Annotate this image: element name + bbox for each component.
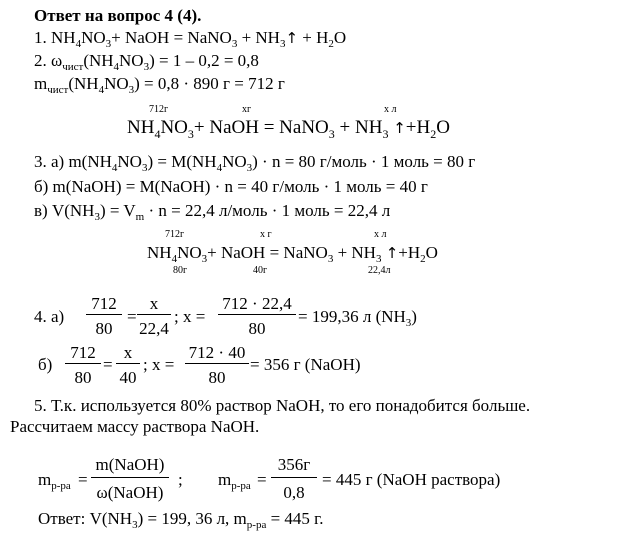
step-4b-num-2: х <box>123 343 133 362</box>
formula-numerator: m(NaOH) <box>95 455 165 474</box>
eq2-annotation-224l: 22,4л <box>368 265 391 276</box>
step-4a-mid: ; х = <box>174 307 206 326</box>
answer-title: Ответ на вопрос 4 (4). <box>34 6 202 25</box>
step-4a-den-2: 22,4 <box>139 319 169 338</box>
step-3c: в) $V(NH_3) = V_m \cdot n = 22,4$ л/моль · 1 моль = 22,4 л <box>34 201 391 223</box>
step-4b-num-1: 712 <box>70 343 96 362</box>
step-5-line-2: Рассчитаем массу раствора NaOH. <box>10 417 260 436</box>
step-3b: б) m(NaOH) = M(NaOH) · n = 40 г/моль · 1 моль = 40 г <box>34 177 428 196</box>
equation-1: $NH_4NO_3+$ NaOH = NaNO$_3$ + $NH_3$ $↑+H_2O$ <box>127 117 450 141</box>
step-4b-num-3: 712 · 40 <box>188 343 246 362</box>
fraction-bar <box>91 477 169 478</box>
step-3a: 3. а) $m(NH_4NO_3) = M(NH_4NO_3) \cdot n = 80$ г/моль · 1 моль = 80 г <box>34 152 476 174</box>
step-4b-den-2: 40 <box>119 368 137 387</box>
step-4b-result: = 356 г (NaOH) <box>250 355 361 374</box>
solution-mass-symbol: $m_{р-ра}$ <box>38 470 71 492</box>
formula-semicolon: ; <box>178 470 183 489</box>
formula-result: = 445 г (NaOH раствора) <box>322 470 501 489</box>
fraction-bar <box>271 477 317 478</box>
formula-equals-1: = <box>78 470 88 489</box>
eq2-annotation-712g: 712г <box>165 229 185 240</box>
step-4b-den-3: 80 <box>208 368 226 387</box>
eq2-annotation-xg: х г <box>260 229 272 240</box>
up-arrow-icon: ↑ <box>393 119 406 137</box>
fraction-bar <box>65 363 101 364</box>
step-4a-result: = 199,36 л $(NH_3)$ <box>298 307 417 329</box>
step-4b-den-1: 80 <box>74 368 92 387</box>
eq1-annotation-xl: х л <box>384 104 397 115</box>
step-4a-den-1: 80 <box>95 319 113 338</box>
step-4a-label: 4. а) <box>34 307 65 326</box>
formula-numerator-2: 356г <box>277 455 311 474</box>
fraction-bar <box>137 314 171 315</box>
formula-denominator: ω(NaOH) <box>96 483 164 502</box>
fraction-bar <box>218 314 296 315</box>
step-4b-label: б) <box>38 355 53 374</box>
up-arrow-icon: ↑ <box>385 244 399 262</box>
step-4a-num-2: х <box>149 294 159 313</box>
step-4b-mid: ; х = <box>143 355 175 374</box>
eq2-annotation-40g: 40г <box>253 265 268 276</box>
fraction-bar <box>185 363 249 364</box>
formula-denominator-2: 0,8 <box>283 483 305 502</box>
final-answer: Ответ: $V(NH_3) = 199$, 36 л, $m_{р-ра} = 445$ г. <box>38 509 324 531</box>
fraction-bar <box>116 363 140 364</box>
eq2-annotation-xl: х л <box>374 229 387 240</box>
eq1-annotation-xg: хг <box>242 104 252 115</box>
solution-mass-symbol-2: $m_{р-ра}$ <box>218 470 251 492</box>
fraction-bar <box>86 314 122 315</box>
equation-2: $NH_4NO_3+$ NaOH = NaNO$_3$ + $NH_3$ $↑+H_2O$ <box>147 243 438 265</box>
eq1-annotation-712g: 712г <box>149 104 169 115</box>
step-1-equation: 1. $NH_4NO_3+$ NaOH = NaNO$_3$ + $NH_3↑ + H_2O$ <box>34 28 347 50</box>
step-4a-num-3: 712 · 22,4 <box>222 294 292 313</box>
up-arrow-icon: ↑ <box>285 29 299 47</box>
step-2-mass: $m_{чист}(NH_4NO_3) = 0,8 \cdot 890$ г = 712 г <box>34 74 285 96</box>
eq2-annotation-80g: 80г <box>173 265 188 276</box>
step-4a-equals: = <box>127 307 137 326</box>
formula-equals-2: = <box>257 470 267 489</box>
step-5-line-1: 5. Т.к. используется 80% раствор NaOH, то его понадобится больше. <box>34 396 531 415</box>
step-4b-equals: = <box>103 355 113 374</box>
step-4a-num-1: 712 <box>91 294 117 313</box>
step-2-purity: 2. $\omega_{чист}(NH_4NO_3) = 1 - 0,2 = 0,8$ <box>34 51 259 73</box>
step-4a-den-3: 80 <box>248 319 266 338</box>
